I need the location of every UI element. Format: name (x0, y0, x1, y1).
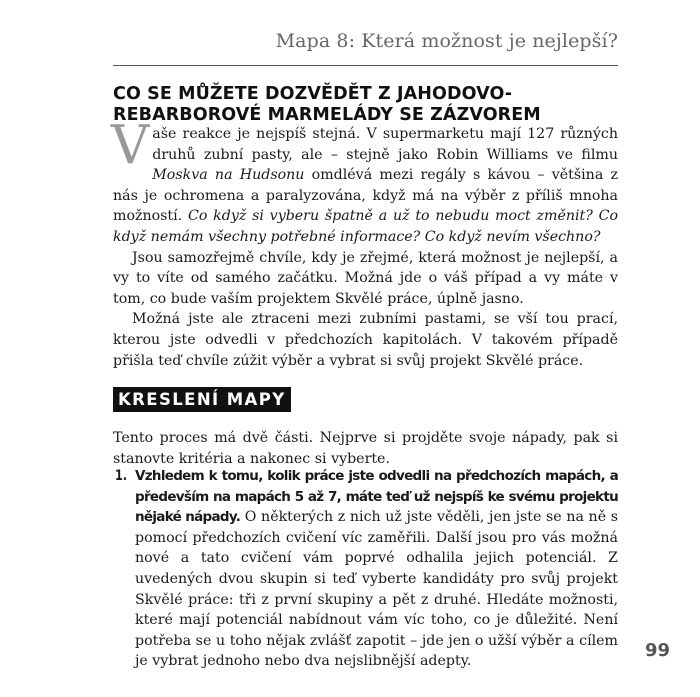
header-rule (113, 65, 618, 66)
section-title: CO SE MŮŽETE DOZVĚDĚT Z JAHODOVO-REBARBOROVÉ MARMELÁDY SE ZÁZVOREM (113, 84, 541, 125)
intro-text (111, 115, 618, 371)
kresleni-intro-paragraph: Tento proces má dvě části. Nejprve si projděte svoje nápady, pak si stanovte kritéria a nakonec si vyberte. (113, 430, 618, 467)
drop-cap: V (111, 115, 150, 176)
intro-text-b: omdlévá mezi regály s kávou – většina z nás je ochromena a paralyzována, když má na výběr z příliš mnoha možností. (113, 167, 618, 225)
list-body (135, 466, 618, 672)
intro-paragraph-2: Jsou samozřejmě chvíle, kdy je zřejmé, která možnost je nejlepší, a vy to víte od samého začátku. Možná jde o váš případ a vy máte v tom, co bude vaším projektem Skvělé práce, úplně jasno. (113, 249, 618, 307)
intro-questions: Co když si vyberu špatně a už to nebudu moct změnit? Co když nemám všechny potřebné informace? Co když nevím všechno? (113, 208, 618, 245)
film-title: Moskva na Hudsonu (152, 167, 305, 184)
intro-text-a: aše reakce je nejspíš stejná. V supermarketu mají 127 různých druhů zubní pasty, ale – stejně jako Robin Williams ve filmu (152, 126, 618, 163)
list-bold-text: Vzhledem k tomu, kolik práce jste odvedli na předchozích mapách, a především na mapách 5 až 7, máte teď už nejspíš ke svému projektu nějaké nápady. (135, 468, 618, 526)
intro-paragraph-3: Možná jste ale ztraceni mezi zubními pastami, se vší tou prací, kterou jste odvedli v předchozích kapitolách. V takovém případě přišla teď chvíle zúžit výběr a vybrat si svůj projekt Skvělé práce. (113, 311, 618, 369)
running-header: Mapa 8: Která možnost je nejlepší? (275, 30, 618, 52)
list-text: O některých z nich už jste věděli, jen jste se na ně s pomocí předchozích cvičení víc zaměřili. Další jsou pro vás možná nové a tato cvičení vám poprvé odhalila jejich potenciál. Z uvedených dvou skupin si teď vyberte kandidáty pro svůj projekt Skvělé práce: tři z první skupiny a pět z druhé. Hledáte možnosti, které mají potenciál nabídnout vám víc toho, co je důležité. Není potřeba se u toho nějak zvlášť zapotit – jde jen o užší výběr a cílem je vybrat jednoho nebo dva nejslibnější adepty. (135, 509, 618, 670)
kresleni-heading: KRESLENÍ MAPY (113, 387, 291, 412)
page-number: 99 (644, 640, 670, 661)
kresleni-intro (113, 428, 618, 469)
list-item (113, 466, 618, 672)
intro-paragraph-1 (111, 115, 618, 248)
list-number: 1. (115, 468, 128, 484)
